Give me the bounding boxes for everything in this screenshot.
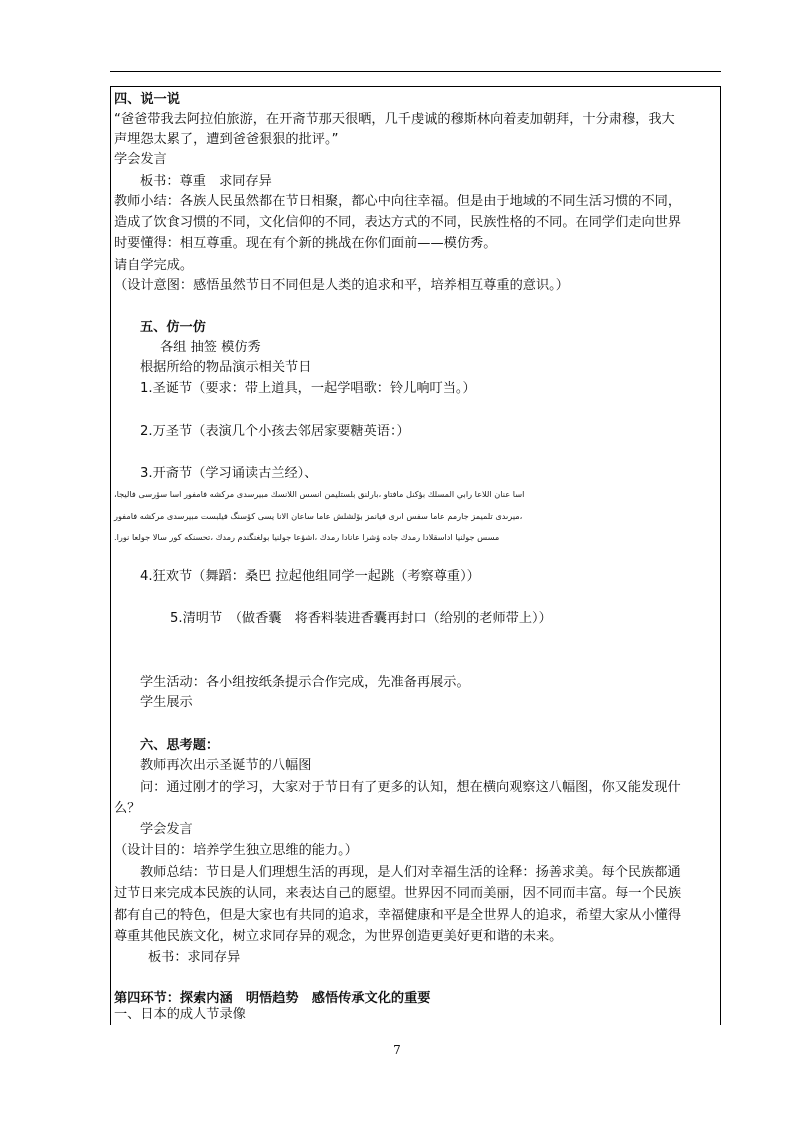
stage-4-title: 第四环节：探索内涵 明悟趋势 感悟传承文化的重要 <box>114 991 431 1006</box>
item-qingming: 5.清明节 （做香囊 将香料装进香囊再封口（给别的老师带上）） <box>170 611 552 626</box>
self-study-text: 请自学完成。 <box>114 258 194 273</box>
section-4-title: 四、说一说 <box>114 92 180 107</box>
intro-text: 根据所给的物品演示相关节日 <box>140 360 312 375</box>
board-text-2: 板书：求同存异 <box>148 950 241 965</box>
stage-4-item-1: 一、日本的成人节录像 <box>114 1007 246 1022</box>
section-6-title: 六、思考题： <box>140 738 220 753</box>
groups-text: 各组 抽签 模仿秀 <box>160 340 261 355</box>
item-halloween: 2.万圣节（表演几个小孩去邻居家要糖英语：） <box>140 424 410 439</box>
quote-line-1: “爸爸带我去阿拉伯旅游，在开斋节那天很晒，几千虔诚的穆斯林向着麦加朝拜，十分肃穆，我大 <box>114 112 675 127</box>
teacher-conclusion-line-3: 都有自己的特色，但是大家也有共同的追求，幸福健康和平是全世界人的追求，希望大家从小懂得 <box>114 908 682 923</box>
item-christmas: 1.圣诞节（要求：带上道具，一起学唱歌：铃儿响叮当。） <box>140 381 476 396</box>
header-rule <box>110 71 721 72</box>
question-line-2: 么？ <box>114 801 141 816</box>
teacher-summary-line-2: 造成了饮食习惯的不同，文化信仰的不同，表达方式的不同，民族性格的不同。在同学们走向世界 <box>114 215 682 230</box>
student-activity-text: 学生活动：各小组按纸条提示合作完成，先准备再展示。 <box>140 675 470 690</box>
teacher-summary-line-3: 时要懂得：相互尊重。现在有个新的挑战在你们面前——模仿秀。 <box>114 236 497 251</box>
arabic-text-line-2: ،ميرىدى تلميمز جارمم عاما سفس اىرى قيانمز بۆلشلش عاما ساعان الانا يسى كۆسنگ فيلبست مبيرسدى مركشه فامفور <box>114 511 523 521</box>
section-5-title: 五、仿一仿 <box>140 320 206 335</box>
student-show-text: 学生展示 <box>140 695 193 710</box>
teacher-conclusion-line-1: 教师总结：节日是人们理想生活的再现，是人们对幸福生活的诠释：扬善求美。每个民族都通 <box>140 865 681 880</box>
quote-line-2: 声埋怨太累了，遭到爸爸狠狠的批评。” <box>114 132 339 147</box>
teacher-conclusion-line-2: 过节日来完成本民族的认同，来表达自己的愿望。世界因不同而美丽，因不同而丰富。每一个民族 <box>114 886 682 901</box>
design-purpose-text: （设计目的：培养学生独立思维的能力。） <box>114 843 358 858</box>
board-text: 板书：尊重 求同存异 <box>140 174 272 189</box>
teacher-summary-line-1: 教师小结：各族人民虽然都在节日相聚，都心中向往幸福。但是由于地域的不同生活习惯的不同， <box>114 194 682 209</box>
teacher-conclusion-line-4: 尊重其他民族文化，树立求同存异的观念，为世界创造更美好更和谐的未来。 <box>114 929 563 944</box>
design-intent-text: （设计意图：感悟虽然节日不同但是人类的追求和平，培养相互尊重的意识。） <box>114 278 569 293</box>
item-eid: 3.开斋节（学习诵读古兰经）、 <box>140 466 318 481</box>
arabic-text-line-1: اسا عنان اللاعا رابي المسلك بؤكنل مافتاو ،بارلنق بلستليمن انسس اللانسك مبيرسدى مركشه فامفور اسا سۆرسى فاليجا، <box>114 489 525 499</box>
teacher-show-text: 教师再次出示圣诞节的八幅图 <box>140 758 312 773</box>
page-number: 7 <box>393 1043 401 1057</box>
speak-text: 学会发言 <box>114 152 167 167</box>
item-carnival: 4.狂欢节（舞蹈：桑巴 拉起他组同学一起跳（考察尊重）） <box>140 569 480 584</box>
arabic-text-line-3: مسس جولنيا اداسقلادا رمدك جاده ۋشرا عانادا رمدك ،اشۋعا جولنيا بولغنگندم رمدك ،تحسنكه كور سالا جولعا نورا. <box>114 532 500 542</box>
speak-text-2: 学会发言 <box>140 822 193 837</box>
question-line-1: 问：通过刚才的学习，大家对于节日有了更多的认知，想在横向观察这八幅图，你又能发现什 <box>140 780 681 795</box>
